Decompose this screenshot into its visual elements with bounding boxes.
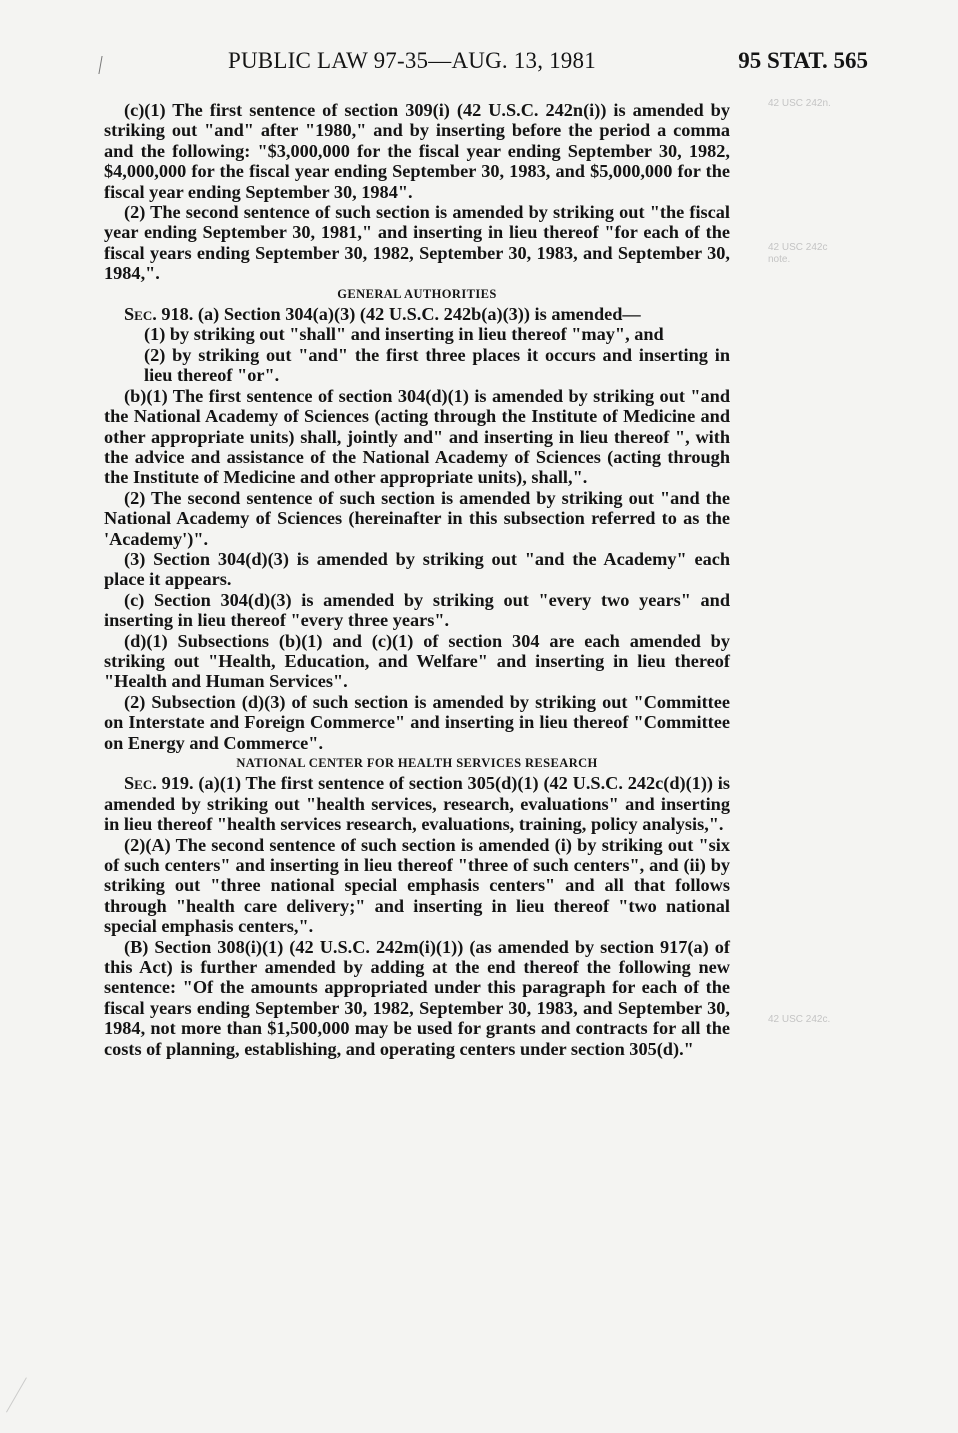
paragraph: (B) Section 308(i)(1) (42 U.S.C. 242m(i)(1)) (as amended by section 917(a) of this Act) is further amended by adding at the end thereof the following new sentence: "Of the amounts appropriated under this paragraph for each of the fiscal years ending September 30, 1982, September 30, 1983, and September 30, 1984, not more than $1,500,000 may be used for grants and contracts for all the costs of planning, establishing, and operating centers under section 305(d).": [104, 936, 730, 1059]
section-text: 919. (a)(1) The first sentence of section 305(d)(1) (42 U.S.C. 242c(d)(1)) is amended by striking out "health services, research, evaluations" and inserting in lieu thereof "health services research, evaluations, training, policy analysis,".: [104, 773, 730, 835]
scan-mark: [6, 1377, 62, 1432]
document-body: [104, 100, 730, 1059]
margin-citation: 42 USC 242n.: [768, 98, 831, 109]
paragraph: (c) Section 304(d)(3) is amended by striking out "every two years" and inserting in lieu thereof "every three years".: [104, 589, 730, 631]
page-header: [104, 48, 868, 82]
paragraph: (2) Subsection (d)(3) of such section is amended by striking out "Committee on Interstate and Foreign Commerce" and inserting in lieu thereof "Committee on Energy and Commerce".: [104, 691, 730, 753]
section-paragraph: [104, 773, 730, 834]
paragraph: (3) Section 304(d)(3) is amended by striking out "and the Academy" each place it appears.: [104, 548, 730, 590]
paragraph: (d)(1) Subsections (b)(1) and (c)(1) of section 304 are each amended by striking out "Health, Education, and Welfare" and inserting in lieu thereof "Health and Human Services".: [104, 630, 730, 692]
statute-page-number: 95 STAT. 565: [738, 48, 868, 73]
section-paragraph: [104, 304, 730, 324]
paragraph: (2) The second sentence of such section is amended by striking out "and the National Academy of Sciences (hereinafter in this subsection referred to as the 'Academy')".: [104, 487, 730, 549]
section-heading: NATIONAL CENTER FOR HEALTH SERVICES RESEARCH: [236, 756, 598, 770]
paragraph: (2)(A) The second sentence of such section is amended (i) by striking out "six of such centers" and inserting in lieu thereof "three of such centers", and (ii) by striking out "three national special emphasis centers" and all that follows through "health care delivery;" and inserting in lieu thereof "two national special emphasis centers,".: [104, 834, 730, 937]
section-label: Sec.: [124, 773, 157, 794]
section-text: 918. (a) Section 304(a)(3) (42 U.S.C. 242b(a)(3)) is amended—: [156, 304, 641, 325]
list-item: (2) by striking out "and" the first three places it occurs and inserting in lieu thereof "or".: [144, 344, 730, 386]
margin-citation: 42 USC 242c note.: [768, 242, 828, 265]
paragraph: (c)(1) The first sentence of section 309(i) (42 U.S.C. 242n(i)) is amended by striking out "and" after "1980," and by inserting before the period a comma and the following: "$3,000,000 for the fiscal year ending September 30, 1982, $4,000,000 for the fiscal year ending September 30, 1983, and $5,000,000 for the fiscal year ending September 30, 1984".: [104, 100, 730, 202]
section-heading: GENERAL AUTHORITIES: [337, 286, 497, 301]
paragraph: (b)(1) The first sentence of section 304(d)(1) is amended by striking out "and the National Academy of Sciences (acting through the Institute of Medicine and other appropriate units) shall, jointly and" and inserting in lieu thereof ", with the advice and assistance of the National Academy of Sciences (acting through the Institute of Medicine and other appropriate units), shall,".: [104, 385, 730, 488]
section-label: Sec.: [124, 304, 157, 325]
margin-citation: 42 USC 242c.: [768, 1014, 831, 1025]
paragraph: (2) The second sentence of such section is amended by striking out "the fiscal year ending September 30, 1981," and inserting in lieu thereof "for each of the fiscal years ending September 30, 1982, September 30, 1983, and September 30, 1984,".: [104, 202, 730, 284]
header-title: PUBLIC LAW 97-35—AUG. 13, 1981: [228, 48, 596, 73]
list-item: (1) by striking out "shall" and inserting in lieu thereof "may", and: [144, 324, 664, 345]
